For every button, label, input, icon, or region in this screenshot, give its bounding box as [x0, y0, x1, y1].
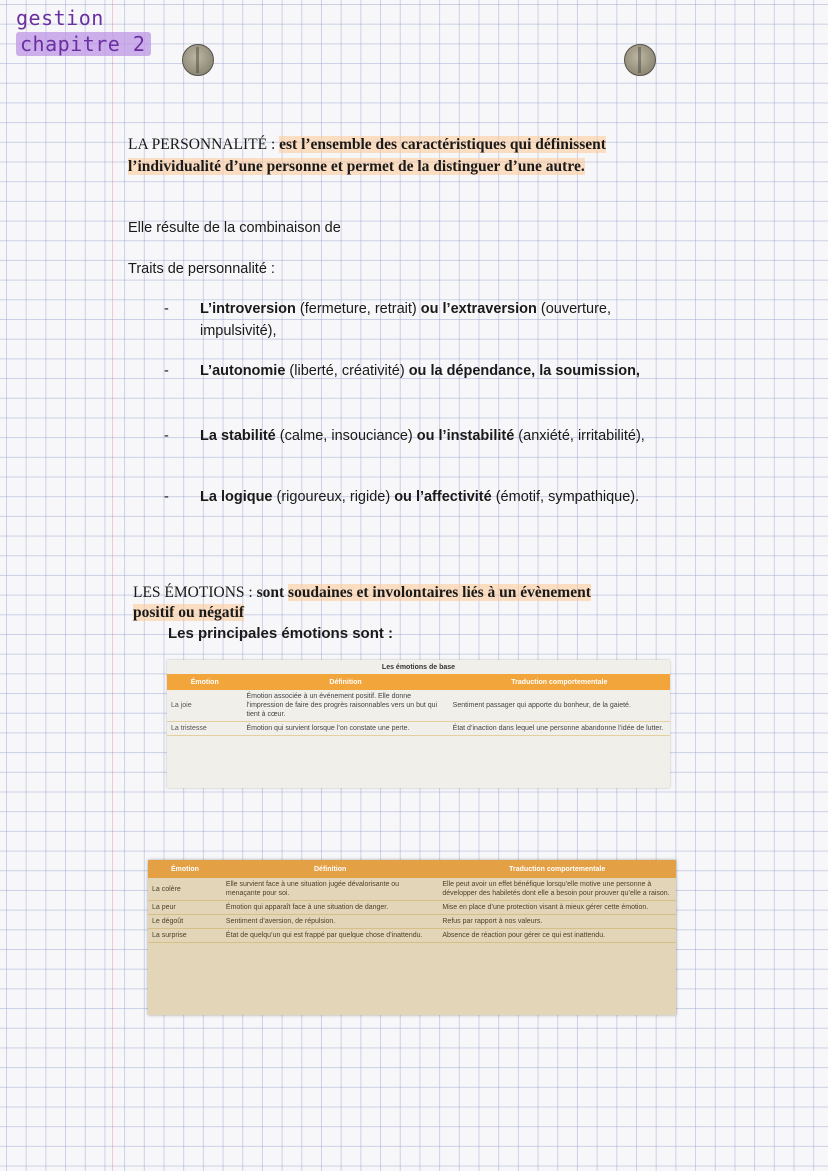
table-cell: Refus par rapport à nos valeurs.: [438, 915, 676, 929]
trait-a-desc: (fermeture, retrait): [295, 301, 421, 317]
emotions-term: LES ÉMOTIONS :: [133, 584, 253, 601]
trait-a: L’introversion: [200, 301, 296, 317]
personality-definition-line1: est l’ensemble des caractéristiques qui définissent: [279, 136, 606, 153]
table-cell: La joie: [167, 690, 242, 722]
other-emotions-table: [148, 860, 676, 943]
table-cell: Sentiment passager qui apporte du bonheur, de la gaieté.: [449, 690, 670, 722]
trait-b: l’affectivité: [415, 489, 492, 505]
trait-b-desc: (anxiété, irritabilité),: [514, 428, 645, 444]
emotions-subtitle: Les principales émotions sont :: [168, 625, 394, 642]
table-cell: Mise en place d’une protection visant à mieux gérer cette émotion.: [438, 901, 676, 915]
trait-b: l’extraversion: [442, 301, 537, 317]
table-row: [167, 722, 670, 736]
table-cell: État d’inaction dans lequel une personne abandonne l’idée de lutter.: [449, 722, 670, 736]
table-row: [148, 878, 676, 901]
table-cell: Elle survient face à une situation jugée dévalorisante ou menaçante pour soi.: [222, 878, 438, 901]
basic-emotions-table: [167, 674, 670, 736]
table-header-row: [148, 860, 676, 878]
table-row: [167, 690, 670, 722]
column-header: Traduction comportementale: [449, 674, 670, 690]
emotions-definition-line2: positif ou négatif: [133, 604, 245, 621]
table-cell: Le dégoût: [148, 915, 222, 929]
table-caption: Les émotions de base: [381, 664, 456, 671]
table-header-row: [167, 674, 670, 690]
trait-a: L’autonomie: [200, 363, 286, 379]
table-cell: État de quelqu’un qui est frappé par quelque chose d’inattendu.: [222, 929, 438, 943]
bullet-dash: -: [164, 301, 169, 317]
table-cell: La surprise: [148, 929, 222, 943]
table-cell: La colère: [148, 878, 222, 901]
personality-term: LA PERSONNALITÉ :: [128, 136, 276, 153]
trait-a: La logique: [200, 489, 273, 505]
trait-a-desc: (liberté, créativité): [285, 363, 409, 379]
page-margin-line: [112, 0, 113, 1171]
chapter-heading: chapitre 2: [16, 32, 151, 56]
personality-definition: [128, 134, 668, 178]
binder-hole: [624, 44, 656, 76]
trait-or: ou: [408, 363, 431, 379]
column-header: Émotion: [148, 860, 222, 878]
personality-definition-line2: l’individualité d’une personne et permet de la distinguer d’une autre.: [128, 158, 585, 175]
subject-heading: gestion: [16, 6, 104, 30]
column-header: Définition: [242, 674, 448, 690]
trait-b-desc: (émotif, sympathique).: [491, 489, 640, 505]
column-header: Émotion: [167, 674, 242, 690]
table-cell: Sentiment d’aversion, de répulsion.: [222, 915, 438, 929]
trait-a: La stabilité: [200, 428, 276, 444]
basic-emotions-table-photo: [167, 660, 670, 788]
table-cell: Émotion associée à un événement positif. Elle donne l’impression de faire des progrès raisonnables vers un but qui tient à cœur.: [242, 690, 448, 722]
trait-b: l’instabilité: [438, 428, 515, 444]
trait-a-desc: (rigoureux, rigide): [272, 489, 395, 505]
trait-or: ou: [394, 489, 416, 505]
trait-b: la dépendance, la soumission,: [430, 363, 640, 379]
emotions-definition: [133, 583, 653, 623]
column-header: Traduction comportementale: [438, 860, 676, 878]
trait-or: ou: [416, 428, 439, 444]
binder-hole: [182, 44, 214, 76]
table-cell: Elle peut avoir un effet bénéfique lorsqu’elle motive une personne à développer des habiletés dont elle a besoin pour prouver qu’elle a raison.: [438, 878, 676, 901]
table-row: [148, 929, 676, 943]
bullet-dash: -: [164, 428, 169, 444]
trait-b-desc: (ouverture, impulsivité),: [200, 301, 611, 339]
table-cell: Émotion qui apparaît face à une situation de danger.: [222, 901, 438, 915]
bullet-dash: -: [164, 363, 169, 379]
table-cell: La peur: [148, 901, 222, 915]
trait-or: ou: [420, 301, 443, 317]
emotions-definition-line1: soudaines et involontaires liés à un évènement: [288, 584, 591, 601]
other-emotions-table-photo: [148, 860, 676, 1015]
trait-a-desc: (calme, insouciance): [275, 428, 417, 444]
table-cell: La tristesse: [167, 722, 242, 736]
intro-text: Elle résulte de la combinaison de: [128, 220, 341, 236]
emotions-verb: sont: [256, 584, 285, 601]
table-cell: Absence de réaction pour gérer ce qui est inattendu.: [438, 929, 676, 943]
bullet-dash: -: [164, 489, 169, 505]
traits-label: Traits de personnalité :: [128, 261, 275, 277]
table-row: [148, 901, 676, 915]
table-cell: Émotion qui survient lorsque l’on constate une perte.: [242, 722, 448, 736]
table-row: [148, 915, 676, 929]
column-header: Définition: [222, 860, 438, 878]
